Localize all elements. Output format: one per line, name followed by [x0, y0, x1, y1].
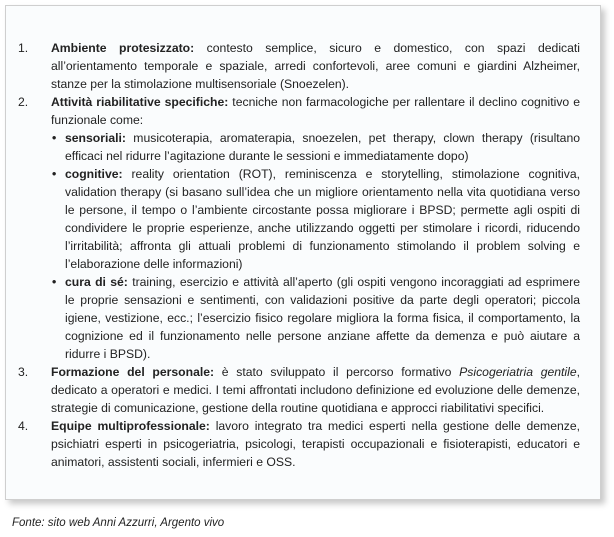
item-text: lavoro integrato tra medici esperti nella gestione delle demenze, psichiatri esperti in psicogeriatria, psicologi, terapisti occupazionali e fisioterapisti, educatori e animatori, assistenti sociali, infermieri e OSS.	[51, 419, 581, 469]
item-title: Equipe multiprofessionale:	[51, 419, 210, 433]
text-box	[5, 5, 601, 500]
course-name: Psicogeriatria gentile	[459, 365, 577, 379]
subitem-title: sensoriali:	[65, 131, 126, 145]
bullet-icon: •	[52, 275, 57, 289]
item-text-after: , dedicato a operatori e medici. I temi affrontati includono definizione ed evoluzione delle demenze, strategie di comunicazione, gestione della routine quotidiana e approcci riabilitativi specifici.	[51, 365, 580, 415]
item-number: 2.	[18, 95, 29, 109]
item-title: Attività riabilitative specifiche:	[51, 95, 229, 109]
list-item-formazione	[18, 363, 580, 417]
item-text-before: è stato sviluppato il percorso formativo	[214, 365, 460, 379]
numbered-list	[18, 39, 580, 471]
item-text: tecniche non farmacologiche per rallentare il declino cognitivo e funzionale come:	[51, 95, 580, 127]
subitem-title: cura di sé:	[65, 275, 128, 289]
subitem-text: musicoterapia, aromaterapia, snoezelen, pet therapy, clown therapy (risultano efficaci nel ridurre l’agitazione durante le sessioni e immediatamente dopo)	[65, 131, 580, 163]
subitem-cura-di-se	[51, 273, 580, 363]
item-number: 4.	[18, 419, 29, 433]
source-caption: Fonte: sito web Anni Azzurri, Argento vivo	[12, 517, 225, 529]
item-title: Formazione del personale:	[51, 365, 215, 379]
item-text: contesto semplice, sicuro e domestico, con spazi dedicati all’orientamento temporale e spaziale, arredi confortevoli, aree comuni e giardini Alzheimer, stanze per la stimolazione multisensoriale (Snoezelen).	[51, 41, 580, 91]
subitem-cognitive	[51, 165, 580, 273]
subitem-sensoriali	[51, 129, 580, 165]
item-title: Ambiente protesizzato:	[51, 41, 195, 55]
list-item-equipe	[18, 417, 580, 471]
subitem-text: training, esercizio e attività all’aperto (gli ospiti vengono incoraggiati ad esprimere le proprie sensazioni e sentimenti, con validazioni positive da parte degli operatori; piccola igiene, vestizione, ecc.; l’esercizio fisico regolare migliora la forma fisica, il comportamento, la cognizione ed il funzionamento nelle persone anziane affette da demenza e può aiutare a ridurre i BPSD).	[65, 275, 580, 361]
list-item-ambiente	[18, 39, 580, 93]
item-number: 3.	[18, 365, 29, 379]
subitem-text: reality orientation (ROT), reminiscenza e storytelling, stimolazione cognitiva, validation therapy (si basano sull’idea che un migliore orientamento nella vita quotidiana verso le persone, il tempo o l’ambiente circostante possa migliorare i BPSD; permette agli ospiti di condividere le proprie esperienze, anche utilizzando oggetti per stimolare i ricordi, riducendo l’irritabilità; affronta gli attuali problemi di funzionamento stimolando il problem solving e l’elaborazione delle informazioni)	[65, 167, 580, 271]
bullet-icon: •	[52, 131, 57, 145]
bullet-icon: •	[52, 167, 57, 181]
item-number: 1.	[18, 41, 29, 55]
subitem-title: cognitive:	[65, 167, 123, 181]
list-item-attivita	[18, 93, 580, 363]
